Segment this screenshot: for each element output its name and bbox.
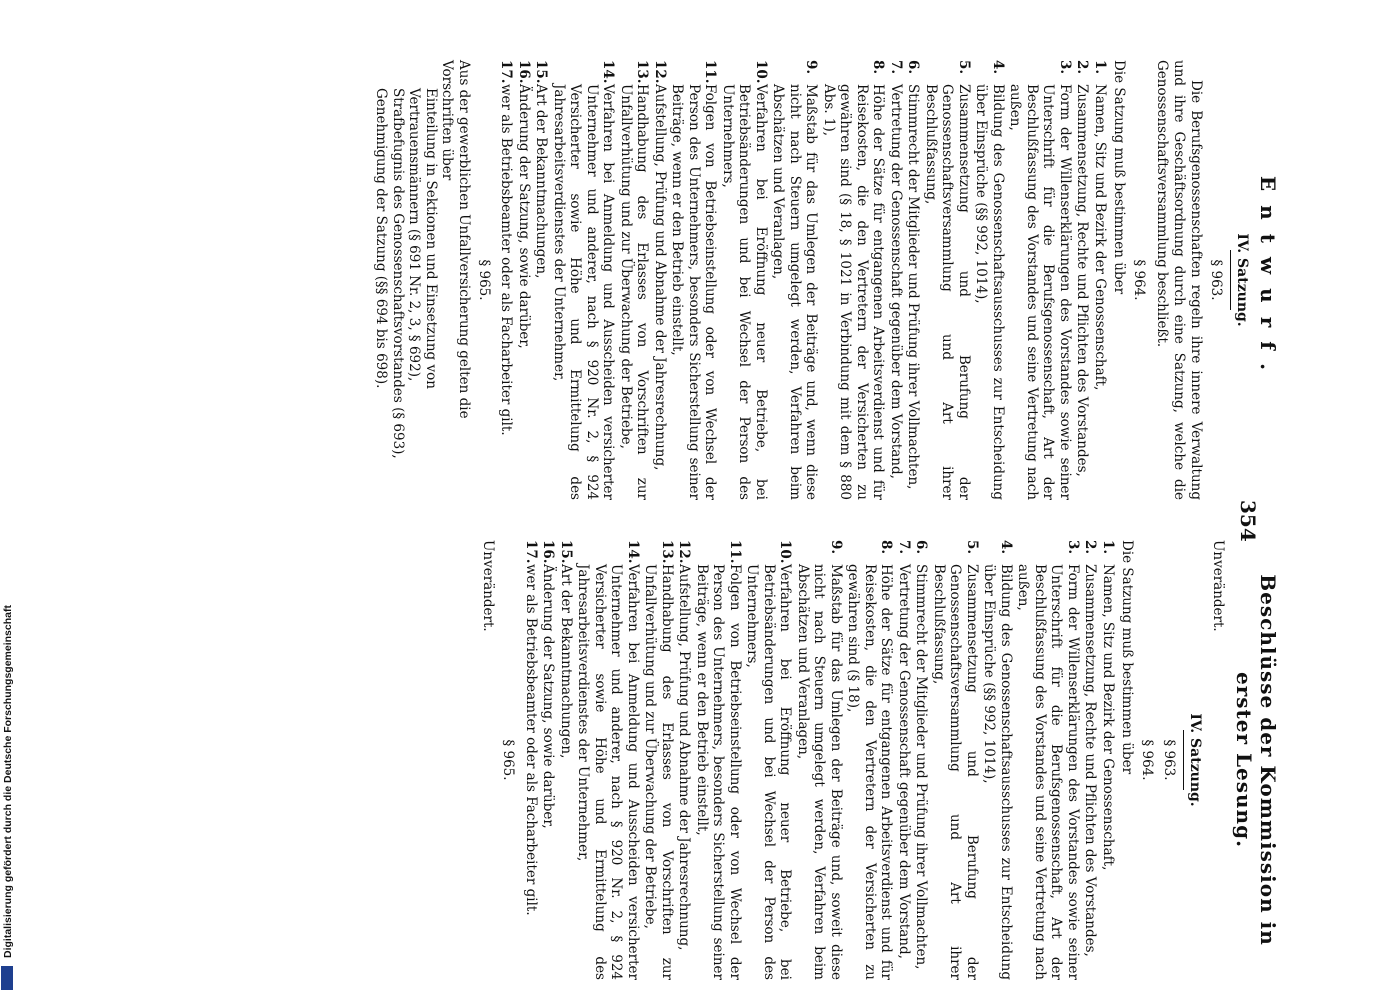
list-item [618,60,651,500]
section-title: IV. Satzung. [1187,713,1203,807]
item-text: Handhabung des Erlasses von Vorschriften zur Unfallverhütung und zur Überwachung der Betriebe, [618,84,651,500]
item-number: 13. [659,540,675,564]
section-divider [1230,250,1231,310]
provision-list [523,540,1117,980]
item-number: 9. [803,60,820,75]
list-item [652,60,669,500]
paragraph-965: § 965. [476,259,492,301]
paragraph-963: § 963. [1208,259,1224,301]
item-number: 17. [523,540,539,564]
item-text: wer als Betriebsbeamter oder als Facharbeiter gilt. [498,84,515,436]
draft-column [373,60,1280,500]
list-item [821,60,887,500]
item-text: Verfahren bei Eröffnung neuer Betriebe, bei Betriebsänderungen und bei Wechsel der Person des Unternehmers, [744,564,794,980]
item-text: Höhe der Sätze für entgangenen Arbeitsverdienst und für Reisekosten, die den Vertretern der Versicherten zu gewähren sind (§ 18, § 1021 in Verbindung mit dem § 880 Abs. 1), [821,84,887,500]
list-item [845,540,895,980]
item-number: 4. [990,60,1006,75]
list-item [540,540,557,980]
list-item [905,60,922,500]
item-number: 2. [1074,60,1091,75]
list-item [913,540,930,980]
item-number: 5. [964,540,980,555]
page-number: 354 [1236,500,1260,542]
item-text: Verfahren bei Anmeldung und Ausscheiden versicherter Unternehmer und anderer, nach § 920 Nr. 2, § 924 Versicherter sowie Höhe und Ermittelung des Jahresarbeitsverdienstes der Unternehmer, [551,84,617,500]
item-text: Bildung des Genossenschaftsausschusses zur Entscheidung über Einsprüche (§§ 992, 1014), [981,564,1014,980]
commission-column [474,540,1281,980]
item-number: 5. [956,60,972,75]
list-item [923,60,973,500]
list-item [1082,540,1099,980]
item-number: 7. [896,540,912,555]
lead-text: Die Satzung muß bestimmen über [1119,540,1135,775]
funding-notice: Digitalisierung gefördert durch die Deutsche Forschungsgemeinschaft [2,605,14,958]
digitization-strip [0,0,14,1000]
item-text: Stimmrecht der Mitglieder und Prüfung ihrer Vollmachten, [905,84,922,490]
item-number: 1. [1092,60,1108,75]
list-item [1007,60,1073,500]
item-text: Folgen von Betriebseinstellung oder von Wechsel der Person des Unternehmers, besonders Sicherstellung seiner Beiträge, wenn er den Betrieb einstellt, [694,564,743,980]
list-item: Strafbefugnis des Genossenschaftsvorstandes (§ 693), [390,88,406,459]
item-number: 13. [634,60,651,84]
item-number: 9. [828,540,844,555]
item-text: Maßstab für das Umlegen der Beiträge und, soweit diese nicht nach Steuern umgelegt werden, Verfahren beim Abschätzen und Veranlagen, [795,564,844,980]
list-item [533,60,550,500]
intro-text: Die Berufsgenossenschaften regeln ihre innere Verwaltung und ihre Geschäftsordnung durch eine Satzung, welche die Genossenschaftsversammlung beschließt. [1154,60,1204,500]
list-item [744,540,794,980]
dfg-logo-icon [1,966,13,990]
item-text: Bildung des Genossenschaftsausschusses zur Entscheidung über Einsprüche (§§ 992, 1014), [973,84,1006,500]
item-number: 12. [676,540,693,564]
item-text: Zusammensetzung, Rechte und Pflichten des Vorstandes, [1082,564,1099,957]
list-item [551,60,617,500]
item-number: 8. [870,60,887,75]
provision-list [498,60,1108,500]
item-text: Namen, Sitz und Bezirk der Genossenschaft, [1100,564,1116,871]
unchanged-note: Unverändert. [1210,540,1226,632]
list-item [694,540,744,980]
item-number: 3. [1057,60,1073,75]
list-item [1074,60,1091,500]
item-number: 11. [702,60,719,84]
list-item: Einteilung in Sektionen und Einsetzung von Vertrauensmännern (§ 691 Nr. 2, 3, § 692), [406,88,439,389]
list-item [973,60,1006,500]
item-text: Maßstab für das Umlegen der Beiträge und, wenn diese nicht nach Steuern umgelegt werden, Verfahren beim Abschätzen und Veranlagen, [770,84,820,500]
paragraph-963: § 963. [1161,739,1177,781]
list-item [669,60,719,500]
list-item [888,60,905,500]
item-number: 8. [878,540,895,555]
list-item [1100,540,1117,980]
item-number: 6. [905,60,922,75]
item-text: Zusammensetzung, Rechte und Pflichten des Vorstandes, [1074,84,1091,477]
item-text: Stimmrecht der Mitglieder und Prüfung ihrer Vollmachten, [913,564,930,970]
item-text: Änderung der Satzung, sowie darüber, [540,564,557,829]
draft-heading: Entwurf. [1256,175,1280,385]
item-text: Namen, Sitz und Bezirk der Genossenschaft, [1092,84,1108,391]
item-text: Verfahren bei Eröffnung neuer Betriebe, bei Betriebsänderungen und bei Wechsel der Person des Unternehmers, [720,84,769,500]
accident-insurance-text: Aus der gewerblichen Unfallversicherung gelten die Vorschriften über [439,60,472,419]
item-text: Handhabung des Erlasses von Vorschriften zur Unfallverhütung und zur Überwachung der Betriebe, [642,564,675,980]
item-text: Aufstellung, Prüfung und Abnahme der Jahresrechnung, [676,564,693,951]
item-text: Zusammensetzung und Berufung der Genossenschaftsversammlung und Art ihrer Beschlußfassung, [923,84,972,500]
item-number: 3. [1065,540,1081,555]
item-text: Vertretung der Genossenschaft gegenüber dem Vorstand, [888,84,904,479]
paragraph-965: § 965. [500,739,517,781]
item-number: 14. [600,60,617,84]
section-divider [1183,730,1184,790]
item-number: 15. [533,60,550,84]
list-item [795,540,845,980]
list-item [770,60,820,500]
item-number: 4. [998,540,1014,555]
lead-text: Die Satzung muß bestimmen über [1111,60,1127,295]
list-item [931,540,981,980]
list-item [575,540,641,980]
item-number: 12. [652,60,668,84]
item-text: Art der Bekanntmachungen, [533,84,550,279]
item-text: Form der Willenserklärungen des Vorstandes sowie seiner Unterschrift für die Berufsgenossenschaft, Art der Beschlußfassung des Vorstandes und seine Vertretung nach außen, [1007,84,1073,500]
paragraph-964: § 964. [1139,739,1155,781]
section-title: IV. Satzung. [1234,233,1250,327]
item-text: Zusammensetzung und Berufung der Genossenschaftsversammlung und Art ihrer Beschlußfassung, [931,564,980,980]
item-number: 6. [913,540,930,555]
item-number: 16. [516,60,532,84]
item-text: Folgen von Betriebseinstellung oder von Wechsel der Person des Unternehmers, besonders Sicherstellung seiner Beiträge, wenn er den Betrieb einstellt, [669,84,719,500]
list-item [1092,60,1109,500]
unchanged-note: Unverändert. [480,540,497,632]
list-item [523,540,540,980]
item-number: 15. [558,540,574,564]
item-text: Aufstellung, Prüfung und Abnahme der Jahresrechnung, [652,84,668,471]
item-text: Änderung der Satzung, sowie darüber, [516,84,532,349]
list-item [720,60,770,500]
list-item [981,540,1014,980]
item-text: Form der Willenserklärungen des Vorstandes sowie seiner Unterschrift für die Berufsgenossenschaft, Art der Beschlußfassung des Vorstandes und seine Vertretung nach außen, [1015,564,1081,980]
list-item [1015,540,1081,980]
item-number: 10. [777,540,794,564]
item-text: Art der Bekanntmachungen, [558,564,574,759]
item-number: 17. [498,60,515,84]
item-number: 10. [753,60,769,84]
item-number: 1. [1100,540,1116,555]
list-item [896,540,913,980]
rotated-document-page [35,60,1280,990]
item-number: 14. [625,540,641,564]
item-number: 16. [540,540,557,564]
commission-heading: Beschlüsse der Kommission in erster Lesung. [1232,574,1280,946]
list-item [676,540,693,980]
item-text: wer als Betriebsbeamter oder als Facharbeiter gilt. [523,564,539,916]
item-number: 11. [727,540,743,564]
item-number: 7. [888,60,904,75]
list-item: Genehmigung der Satzung (§§ 694 bis 698). [373,88,390,389]
item-text: Höhe der Sätze für entgangenen Arbeitsverdienst und für Reisekosten, die den Vertretern der Versicherten zu gewähren sind (§ 18), [845,564,895,980]
regulation-list [373,60,439,500]
item-number: 2. [1082,540,1099,555]
list-item [558,540,575,980]
list-item [498,60,515,500]
list-item [516,60,533,500]
paragraph-964: § 964. [1131,259,1147,301]
list-item [642,540,675,980]
item-text: Vertretung der Genossenschaft gegenüber dem Vorstand, [896,564,912,959]
item-text: Verfahren bei Anmeldung und Ausscheiden versicherter Unternehmer und anderer, nach § 920 Nr. 2, § 924 Versicherter sowie Höhe und Ermittelung des Jahresarbeitsverdienstes der Unternehmer, [575,564,641,980]
